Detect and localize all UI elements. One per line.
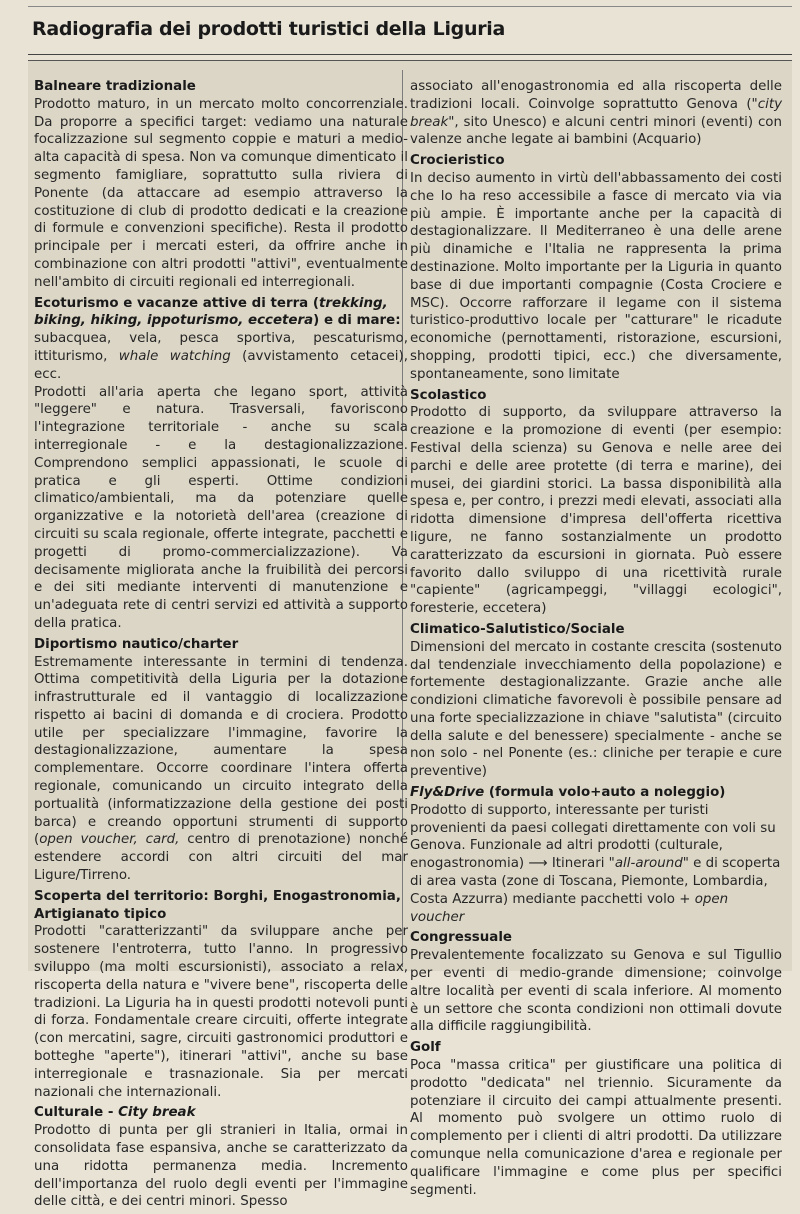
body-part: ", sito Unesco) e alcuni centri minori (eventi) con valenze anche legate ai bambini (Acquario) xyxy=(410,114,782,148)
section-title: Congressuale xyxy=(410,930,513,946)
right-column xyxy=(410,78,782,1202)
section-body: Poca "massa critica" per giustificare una politica di prodotto "dedicata" nel triennio. Sicuramente da potenziare il circuito dei campi attualmente presenti. Al momento può svolgere un ottimo ruolo di complemento per i clienti di altri prodotti. Da utilizzare comunque nella comunicazione d'area e regionale per qualificare l'immagine e come plus per specifici segmenti. xyxy=(410,1058,782,1198)
section-title xyxy=(34,295,408,331)
section-culturale xyxy=(34,1104,408,1211)
body-part: Estremamente interessante in termini di tendenza. Ottima competitività della Liguria per la dotazione infrastrutturale ed il vantaggio di localizzazione rispetto ai bacini di domanda e di crociera. Prodotto utile per specializzare l'immagine, favorire la destagionalizzazione, aumentare la spesa complementare. Occorre coordinare l'intera offerta regionale, comunicando un circuito integrato della portualità (informatizzazione della gestione dei posti barca) e creando opportuni strumenti di supporto ( xyxy=(34,654,408,848)
left-column xyxy=(34,78,408,1214)
section-balneare xyxy=(34,78,408,292)
section-scolastico xyxy=(410,387,782,618)
section-title: Golf xyxy=(410,1040,441,1056)
section-body: Prodotto di supporto, da sviluppare attraverso la creazione e la promozione di eventi (per esempio: Festival della scienza) su Genova e nelle aree dei parchi e delle aree protette (di terra e marine), dei musei, dei giardini storici. La bassa disponibilità alla spesa e, per contro, i prezzi medi elevati, associati alla ridotta dimensione d'impresa dell'offerta ricettiva ligure, ne fanno sostanzialmente un prodotto caratterizzato da escursioni in giornata. Può essere favorito dallo sviluppo di una ricettività rurale "capiente" (agricampeggi, "villaggi ecologici", foresterie, eccetera) xyxy=(410,405,782,617)
body-part: subacquea, vela, pesca sportiva, pescaturismo, ittiturismo, xyxy=(34,331,408,364)
body-part-italic: all-around xyxy=(614,856,683,872)
section-title: Crocieristico xyxy=(410,153,505,169)
title-rule xyxy=(28,54,792,55)
section-body: Prodotti all'aria aperta che legano sport, attività "leggere" e natura. Trasversali, favoriscono l'integrazione territoriale - anche su scala interregionale - e la destagionalizzazione. Comprendono semplici appassionati, le scuole di pratica e gli esperti. Ottime condizioni climatico/ambientali, ma da potenziare quelle organizzative e la notorietà dell'area (creazione di circuiti su scala regionale, offerte integrate, pacchetti e progetti di promo-commercializzazione). Va decisamente migliorata anche la fruibilità dei percorsi e dei siti mediante interventi di manutenzione e un'adeguata rete di centri servizi ed attività a supporto della pratica. xyxy=(34,384,408,631)
section-body: In deciso aumento in virtù dell'abbassamento dei costi che lo ha reso accessibile a fasce di mercato via via più ampie. È importante anche per la capacità di destagionalizzare. Il Mediterraneo è una delle arene più dinamiche e l'Italia ne rappresenta la prima destinazione. Molto importante per la Liguria in quanto base di due importanti compagnie (Costa Crociere e MSC). Occorre rafforzare il legame con il sistema turistico-produttivo locale per "catturare" le ricadute economiche (pernottamenti, ristorazione, escursioni, shopping, prodotti tipici, ecc.) che diversamente, spontaneamente, sono limitate xyxy=(410,170,782,382)
section-body: Prodotto maturo, in un mercato molto concorrenziale. Da proporre a specifici target: vediamo una naturale focalizzazione sul segmento coppie e maturi a medio-alta capacità di spesa. Non va comunque dimenticato il segmento famigliare, soprattutto sulla riviera di Ponente (da attaccare ad esempio attraverso la costituzione di club di prodotto dedicati e la creazione di formule e convenzioni specifiche). Resta il prodotto principale per i mercati esteri, da offrire anche in combinazione con altri prodotti "attivi", eventualmente nell'ambito di circuiti regionali ed interregionali. xyxy=(34,96,408,290)
section-body: Prodotti "caratterizzanti" da sviluppare anche per sostenere l'entroterra, tutto l'anno. In progressivo sviluppo (ma molti escursionisti), associato a relax, riscoperta della natura e "vivere bene", riscoperta delle tradizioni. La Liguria ha in questi prodotti notevoli punti di forza. Fondamentale creare circuiti, offerte integrate (con mercatini, sagre, circuiti gastronomici produttori e botteghe "aperte"), itinerari "attivi", anche su base interregionale e trasnazionale. Sia per mercati nazionali che internazionali. xyxy=(34,924,408,1100)
title-part: ) e di mare: xyxy=(313,313,401,329)
section-body: Prodotto di punta per gli stranieri in Italia, ormai in consolidata fase espansiva, anche se caratterizzato da una ridotta permanenza media. Incremento dell'importanza del ruolo degli eventi per l'immagine delle città, e dei centri minori. Spesso xyxy=(34,1123,408,1210)
section-body: Prevalentemente focalizzato su Genova e sul Tigullio per eventi di medio-grande dimensione; coinvolge altre località per eventi di scala inferiore. Al momento è un settore che sconta condizioni non ottimali dovute alla difficile raggiungibilità. xyxy=(410,948,782,1035)
title-part-italic: City break xyxy=(118,1105,196,1121)
section-scoperta xyxy=(34,888,408,1102)
section-title: Balneare tradizionale xyxy=(34,79,196,94)
article-title: Radiografia dei prodotti turistici della Liguria xyxy=(32,18,505,40)
body-part: " e di scoperta di area vasta (zone di Toscana, Piemonte, Lombardia, Costa Azzurra) mediante pacchetti volo + xyxy=(410,856,781,907)
section-congressuale xyxy=(410,929,782,1036)
body-part: centro di prenotazione) nonché estendere accordi con altri circuiti del mar Ligure/Tirreno. xyxy=(34,832,408,884)
section-ecoturismo xyxy=(34,295,408,633)
top-rule xyxy=(28,6,792,7)
section-climatico xyxy=(410,621,782,781)
section-title xyxy=(34,1104,408,1122)
section-diportismo xyxy=(34,636,408,885)
section-body xyxy=(34,330,408,383)
body-part: (avvistamento cetacei), ecc. xyxy=(34,348,408,382)
section-golf xyxy=(410,1039,782,1199)
title-part-italic: trekking, biking, hiking, ippoturismo, eccetera xyxy=(34,295,388,329)
title-part-italic: Fly&Drive xyxy=(410,785,485,801)
section-body: Dimensioni del mercato in costante crescita (sostenuto dal tendenziale invecchiamento della popolazione) e fortemente destagionalizzante. Grazie anche alle condizioni climatiche favorevoli è possibile pensare ad una forte specializzazione in chiave "salutista" (circuito della salute e del benessere) specialmente - anche se non solo - nel Ponente (es.: cliniche per terapie e cure preventive) xyxy=(410,639,782,780)
body-part-italic: city break xyxy=(410,96,782,130)
section-title: Climatico-Salutistico/Sociale xyxy=(410,621,625,637)
section-body xyxy=(34,654,408,885)
title-part: Culturale - xyxy=(34,1105,119,1121)
body-part: associato all'enogastronomia ed alla riscoperta delle tradizioni locali. Coinvolge soprattutto Genova (" xyxy=(410,79,782,112)
body-part-italic: open voucher xyxy=(410,891,729,925)
section-body xyxy=(410,78,782,149)
section-title: Scoperta del territorio: Borghi, Enogastronomia, Artigianato tipico xyxy=(34,888,401,922)
body-part: Prodotto di supporto, interessante per turisti provenienti da paesi collegati direttamente con voli su Genova. Funzionale ad altri prodotti (culturale, enogastronomia) ⟶ Itinerari " xyxy=(410,802,776,872)
section-flydrive xyxy=(410,784,782,926)
body-part-italic: whale watching xyxy=(118,348,231,364)
section-crocieristico xyxy=(410,152,782,383)
body-part-italic: open voucher, card, xyxy=(39,832,180,848)
title-part: (formula volo+auto a noleggio) xyxy=(484,785,726,801)
section-title xyxy=(410,784,782,802)
section-title: Scolastico xyxy=(410,387,487,403)
section-title: Diportismo nautico/charter xyxy=(34,636,239,652)
section-culturale-continued xyxy=(410,78,782,149)
title-part: Ecoturismo e vacanze attive di terra ( xyxy=(34,295,319,311)
section-body xyxy=(410,802,782,927)
